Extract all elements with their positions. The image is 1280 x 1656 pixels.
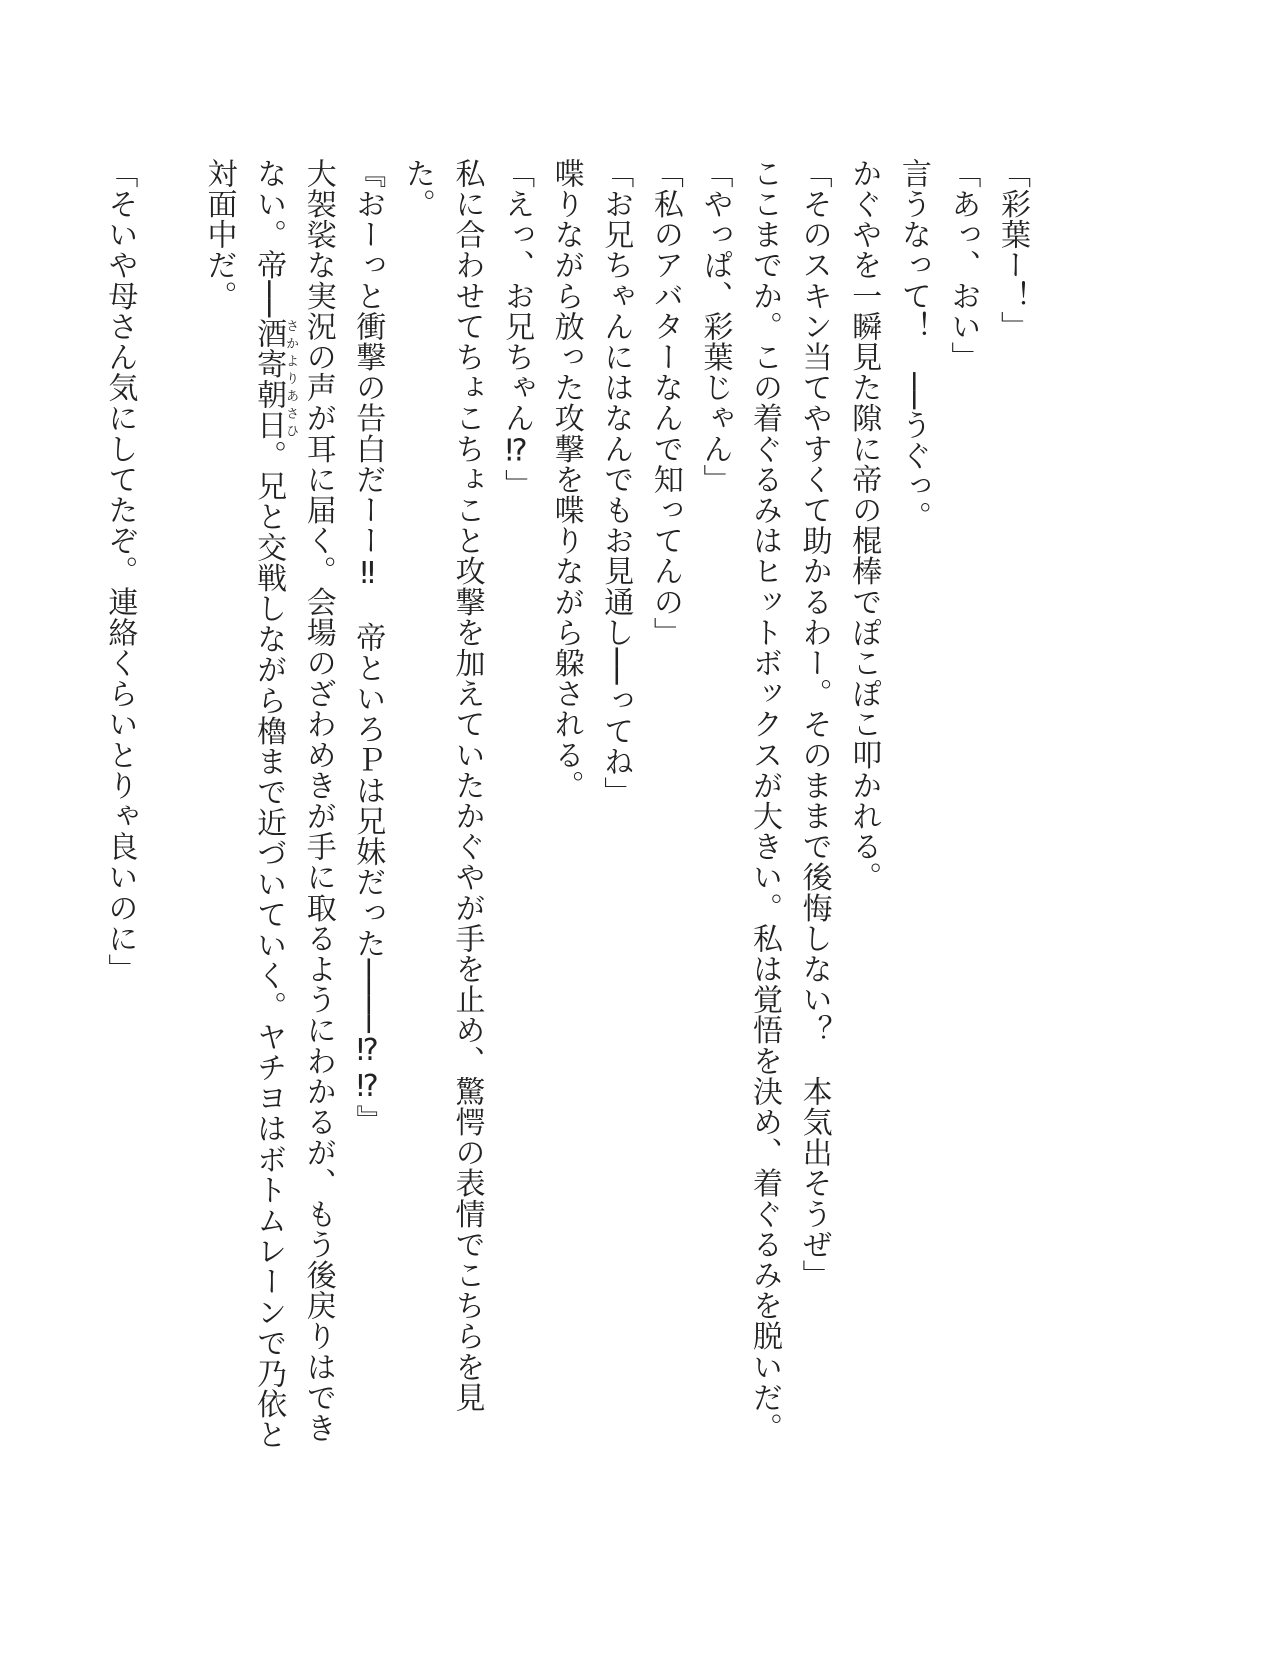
paragraph: 「私のアバターなんで知ってんの」 — [647, 158, 683, 648]
paragraph: 「そのスキン当てやすくて助かるわー。そのままで後悔しない？ 本気出そうぜ」 — [796, 158, 832, 1291]
ruby-reading: さかよりあさひ — [283, 317, 299, 441]
paragraph: 「えっ、お兄ちゃん⁉」 — [499, 158, 535, 500]
paragraph: 「あっ、おい」 — [945, 158, 981, 373]
paragraph: 『おーっと衝撃の告白だーー‼ 帝といろＰは兄妹だった────⁉⁉』 — [350, 158, 386, 1136]
paragraph: 私に合わせてちょこちょこと攻撃を加えていたかぐやが手を止め、驚愕の表情でこちらを見た。 — [399, 158, 485, 1413]
paragraph: 「やっぱ、彩葉じゃん」 — [697, 158, 733, 495]
blank-line — [144, 158, 194, 1458]
paragraph: 喋りながら放った攻撃を喋りながら躱される。 — [548, 158, 584, 801]
paragraph: かぐやを一瞬見た隙に帝の棍棒でぽこぽこ叩かれる。 — [846, 158, 882, 893]
paragraph: ここまでか。この着ぐるみはヒットボックスが大きい。私は覚悟を決め、着ぐるみを脱いだ。 — [747, 158, 783, 1444]
paragraph: 「彩葉ー！」 — [995, 158, 1030, 342]
paragraph-with-ruby — [194, 158, 343, 1458]
ruby-base: 酒寄朝日 — [251, 317, 287, 441]
ruby-name — [251, 317, 299, 441]
paragraph: 「そいや母さん気にしてたぞ。連絡くらいとりゃ良いのに」 — [102, 158, 138, 985]
text-segment: 。兄と交戦しながら櫓まで近づいていく。ヤチヨはボトムレーンで乃依と対面中だ。 — [201, 158, 287, 1450]
paragraph: 「お兄ちゃんにはなんでもお見通し──ってね」 — [598, 158, 634, 808]
paragraph: 言うなって！ ──うぐっ。 — [895, 158, 931, 532]
vertical-text-page — [102, 158, 1037, 1458]
text-segment: 大袈裟な実況の声が耳に届く。会場のざわめきが手に取るようにわかるが、もう後戻りはできない。帝── — [251, 158, 336, 1444]
